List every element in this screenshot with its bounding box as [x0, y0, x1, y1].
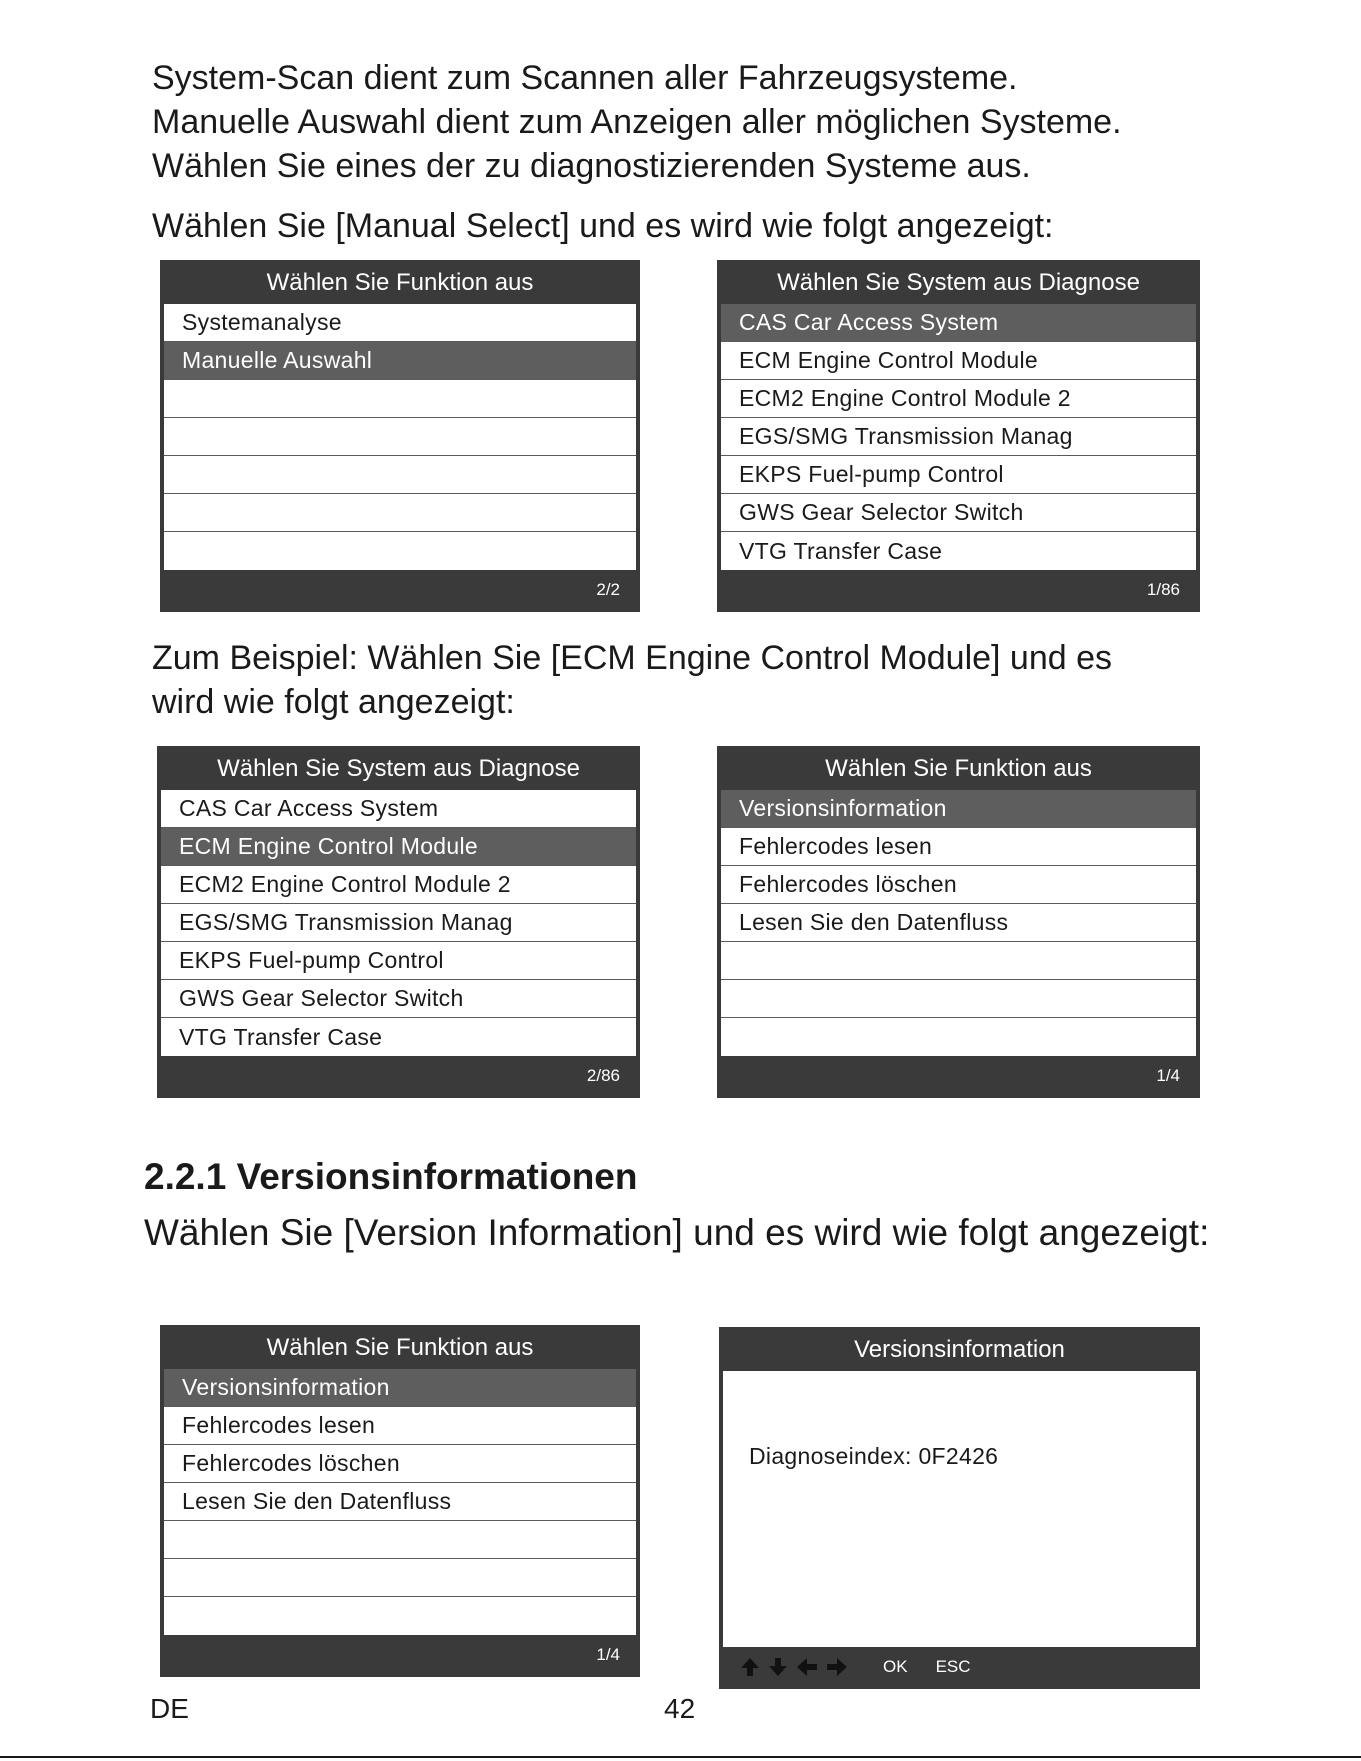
function-item-empty — [721, 942, 1196, 980]
menu-item-empty — [164, 494, 636, 532]
menu-item-empty — [164, 456, 636, 494]
function-item[interactable]: Fehlercodes lesen — [721, 828, 1196, 866]
screen-title: Wählen Sie Funktion aus — [266, 1334, 534, 1361]
screen-version-info — [719, 1327, 1200, 1689]
system-item[interactable]: VTG Transfer Case — [739, 537, 943, 564]
screen-function-menu-2 — [160, 1325, 640, 1677]
menu-item-empty — [164, 380, 636, 418]
example-paragraph — [152, 636, 1112, 724]
system-list — [161, 790, 636, 1056]
system-item[interactable]: EKPS Fuel-pump Control — [161, 942, 636, 980]
function-item-empty — [721, 1018, 1196, 1056]
function-item[interactable]: Lesen Sie den Datenfluss — [164, 1483, 636, 1521]
nav-bar — [721, 1647, 1198, 1687]
system-item[interactable]: EGS/SMG Transmission Manag — [721, 418, 1196, 456]
intro-line: Manuelle Auswahl dient zum Anzeigen aller möglichen Systeme. — [152, 103, 1122, 141]
system-item[interactable]: GWS Gear Selector Switch — [161, 980, 636, 1018]
arrow-up-icon[interactable] — [739, 1656, 761, 1678]
menu-list — [164, 304, 636, 570]
example-line: Zum Beispiel: Wählen Sie [ECM Engine Control Module] und es — [152, 639, 1113, 677]
system-item[interactable]: ECM2 Engine Control Module 2 — [721, 380, 1196, 418]
function-item-empty — [164, 1559, 636, 1597]
system-item[interactable]: GWS Gear Selector Switch — [721, 494, 1196, 532]
function-item[interactable]: Fehlercodes löschen — [164, 1445, 636, 1483]
intro-paragraph — [152, 56, 1122, 188]
arrow-left-icon[interactable] — [795, 1656, 819, 1678]
page-indicator: 2/2 — [596, 580, 620, 599]
menu-item[interactable]: Systemanalyse — [164, 304, 636, 342]
arrow-keys — [739, 1656, 849, 1678]
example-line: wird wie folgt angezeigt: — [152, 683, 515, 721]
instruction-text: Wählen Sie [Manual Select] und es wird wie folgt angezeigt: — [152, 207, 1054, 245]
function-item-empty — [164, 1597, 636, 1635]
version-info-body — [723, 1371, 1196, 1647]
section-heading: 2.2.1 Versionsinformationen — [144, 1156, 638, 1197]
page-indicator: 1/86 — [1146, 580, 1180, 599]
system-item-selected[interactable]: ECM Engine Control Module — [161, 828, 636, 866]
screen-system-select — [717, 260, 1200, 612]
menu-item-selected[interactable]: Manuelle Auswahl — [164, 342, 636, 380]
diagnose-index: Diagnoseindex: 0F2426 — [749, 1443, 999, 1469]
system-item[interactable]: VTG Transfer Case — [179, 1023, 383, 1050]
function-list — [721, 790, 1196, 1056]
function-item-empty — [721, 980, 1196, 1018]
function-item[interactable]: Fehlercodes lesen — [164, 1407, 636, 1445]
function-item-selected[interactable]: Versionsinformation — [721, 790, 1196, 828]
function-list — [164, 1369, 636, 1635]
system-item-selected[interactable]: CAS Car Access System — [721, 304, 1196, 342]
page-indicator: 1/4 — [1156, 1066, 1180, 1085]
language-code: DE — [150, 1693, 189, 1724]
intro-line: Wählen Sie eines der zu diagnostizierenden Systeme aus. — [152, 147, 1031, 185]
screen-function-menu — [717, 746, 1200, 1098]
function-item[interactable]: Lesen Sie den Datenfluss — [721, 904, 1196, 942]
screen-title: Versionsinformation — [854, 1336, 1065, 1363]
function-item[interactable]: Fehlercodes löschen — [721, 866, 1196, 904]
screen-title: Wählen Sie System aus Diagnose — [777, 269, 1140, 296]
screen-title: Wählen Sie Funktion aus — [825, 755, 1092, 782]
function-item-selected[interactable]: Versionsinformation — [164, 1369, 636, 1407]
page-number: 42 — [664, 1693, 696, 1724]
screen-function-select — [160, 260, 640, 612]
system-item[interactable]: EGS/SMG Transmission Manag — [161, 904, 636, 942]
system-item[interactable]: EKPS Fuel-pump Control — [721, 456, 1196, 494]
screen-title: Wählen Sie System aus Diagnose — [217, 755, 580, 782]
system-item[interactable]: ECM Engine Control Module — [721, 342, 1196, 380]
arrow-down-icon[interactable] — [767, 1656, 789, 1678]
system-item[interactable]: ECM2 Engine Control Module 2 — [161, 866, 636, 904]
system-list — [721, 304, 1196, 570]
arrow-right-icon[interactable] — [825, 1656, 849, 1678]
menu-item-empty — [164, 418, 636, 456]
system-item[interactable]: CAS Car Access System — [161, 790, 636, 828]
page-indicator: 1/4 — [596, 1645, 620, 1664]
page-indicator: 2/86 — [586, 1066, 620, 1085]
function-item-empty — [164, 1521, 636, 1559]
menu-item-empty — [164, 532, 636, 570]
page-divider — [0, 1756, 1361, 1758]
screen-title: Wählen Sie Funktion aus — [266, 269, 534, 296]
screen-system-select-ecm — [157, 746, 640, 1098]
intro-line: System-Scan dient zum Scannen aller Fahrzeugsysteme. — [152, 59, 1018, 97]
esc-button[interactable]: ESC — [935, 1657, 971, 1676]
ok-button[interactable]: OK — [883, 1657, 908, 1676]
section-text: Wählen Sie [Version Information] und es wird wie folgt angezeigt: — [144, 1212, 1210, 1253]
